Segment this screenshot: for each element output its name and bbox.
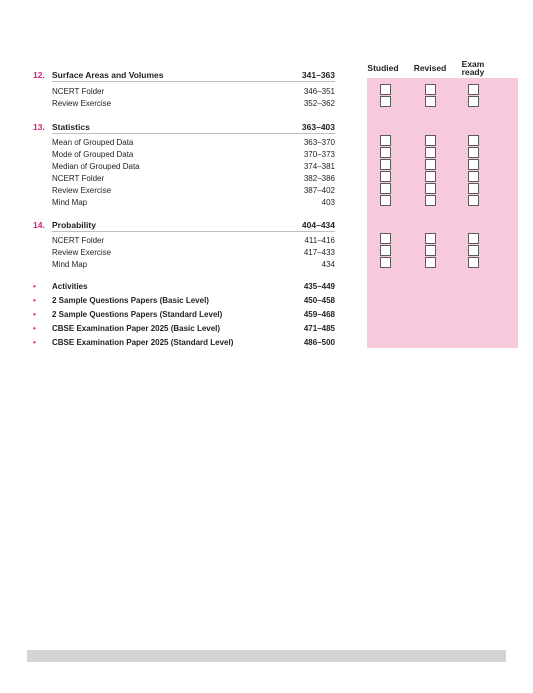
exam-ready-checkbox[interactable] bbox=[468, 135, 479, 146]
section-title: Mind Map bbox=[52, 260, 88, 269]
studied-checkbox[interactable] bbox=[380, 84, 391, 95]
section-title: NCERT Folder bbox=[52, 174, 105, 183]
section-title: NCERT Folder bbox=[52, 236, 105, 245]
extra-pages: 459–468 bbox=[303, 310, 335, 319]
chapter-pages: 341–363 bbox=[301, 70, 335, 80]
section-pages: 403 bbox=[321, 198, 335, 207]
section-title: Mind Map bbox=[52, 198, 88, 207]
chapter-number: 13. bbox=[33, 122, 45, 132]
studied-checkbox[interactable] bbox=[380, 147, 391, 158]
studied-checkbox[interactable] bbox=[380, 257, 391, 268]
exam-ready-checkbox[interactable] bbox=[468, 257, 479, 268]
exam-ready-header bbox=[442, 60, 504, 76]
revised-checkbox[interactable] bbox=[425, 233, 436, 244]
revised-checkbox[interactable] bbox=[425, 147, 436, 158]
divider bbox=[52, 133, 335, 134]
extra-pages: 486–500 bbox=[303, 338, 335, 347]
revised-checkbox[interactable] bbox=[425, 183, 436, 194]
section-pages: 434 bbox=[321, 260, 335, 269]
divider bbox=[52, 231, 335, 232]
chapter-pages: 404–434 bbox=[301, 220, 335, 230]
section-pages: 374–381 bbox=[303, 162, 335, 171]
exam-ready-checkbox[interactable] bbox=[468, 245, 479, 256]
section-title: Review Exercise bbox=[52, 186, 112, 195]
studied-checkbox[interactable] bbox=[380, 135, 391, 146]
revised-checkbox[interactable] bbox=[425, 135, 436, 146]
exam-ready-checkbox[interactable] bbox=[468, 96, 479, 107]
section-pages: 411–416 bbox=[304, 236, 335, 245]
bullet: • bbox=[33, 324, 36, 333]
exam-ready-header-line1: Exam bbox=[461, 59, 485, 69]
exam-ready-checkbox[interactable] bbox=[468, 159, 479, 170]
revised-checkbox[interactable] bbox=[425, 171, 436, 182]
revised-header: Revised bbox=[413, 63, 447, 73]
chapter-title: Statistics bbox=[52, 122, 90, 132]
extra-title: 2 Sample Questions Papers (Basic Level) bbox=[52, 296, 209, 305]
section-pages: 346–351 bbox=[303, 87, 335, 96]
section-title: NCERT Folder bbox=[52, 87, 105, 96]
studied-checkbox[interactable] bbox=[380, 171, 391, 182]
chapter-number: 12. bbox=[33, 70, 45, 80]
section-pages: 363–370 bbox=[303, 138, 335, 147]
bullet: • bbox=[33, 282, 36, 291]
bullet: • bbox=[33, 296, 36, 305]
exam-ready-column bbox=[456, 78, 518, 348]
studied-checkbox[interactable] bbox=[380, 233, 391, 244]
exam-ready-checkbox[interactable] bbox=[468, 84, 479, 95]
revised-checkbox[interactable] bbox=[425, 257, 436, 268]
section-title: Review Exercise bbox=[52, 248, 112, 257]
exam-ready-checkbox[interactable] bbox=[468, 171, 479, 182]
footer-bar bbox=[27, 650, 506, 662]
revised-checkbox[interactable] bbox=[425, 245, 436, 256]
exam-ready-checkbox[interactable] bbox=[468, 195, 479, 206]
divider bbox=[52, 81, 335, 82]
chapter-title: Surface Areas and Volumes bbox=[52, 70, 164, 80]
bullet: • bbox=[33, 338, 36, 347]
section-title: Mean of Grouped Data bbox=[52, 138, 134, 147]
extra-title: CBSE Examination Paper 2025 (Standard Level) bbox=[52, 338, 234, 347]
revised-checkbox[interactable] bbox=[425, 159, 436, 170]
section-pages: 387–402 bbox=[303, 186, 335, 195]
exam-ready-checkbox[interactable] bbox=[468, 147, 479, 158]
chapter-title: Probability bbox=[52, 220, 96, 230]
revised-checkbox[interactable] bbox=[425, 96, 436, 107]
extra-title: Activities bbox=[52, 282, 88, 291]
section-title: Review Exercise bbox=[52, 99, 112, 108]
exam-ready-checkbox[interactable] bbox=[468, 183, 479, 194]
section-pages: 417–433 bbox=[303, 248, 335, 257]
section-title: Mode of Grouped Data bbox=[52, 150, 134, 159]
chapter-pages: 363–403 bbox=[301, 122, 335, 132]
extra-title: CBSE Examination Paper 2025 (Basic Level) bbox=[52, 324, 221, 333]
studied-checkbox[interactable] bbox=[380, 183, 391, 194]
section-pages: 382–386 bbox=[303, 174, 335, 183]
section-title: Median of Grouped Data bbox=[52, 162, 140, 171]
extra-pages: 471–485 bbox=[303, 324, 335, 333]
extra-pages: 450–458 bbox=[303, 296, 335, 305]
studied-checkbox[interactable] bbox=[380, 96, 391, 107]
extra-pages: 435–449 bbox=[303, 282, 335, 291]
section-pages: 352–362 bbox=[303, 99, 335, 108]
exam-ready-header-line2: ready bbox=[461, 67, 485, 77]
extra-title: 2 Sample Questions Papers (Standard Level) bbox=[52, 310, 223, 319]
chapter-number: 14. bbox=[33, 220, 45, 230]
studied-checkbox[interactable] bbox=[380, 159, 391, 170]
studied-checkbox[interactable] bbox=[380, 245, 391, 256]
bullet: • bbox=[33, 310, 36, 319]
revised-checkbox[interactable] bbox=[425, 84, 436, 95]
studied-checkbox[interactable] bbox=[380, 195, 391, 206]
section-pages: 370–373 bbox=[303, 150, 335, 159]
exam-ready-checkbox[interactable] bbox=[468, 233, 479, 244]
studied-header: Studied bbox=[367, 63, 399, 73]
revised-checkbox[interactable] bbox=[425, 195, 436, 206]
